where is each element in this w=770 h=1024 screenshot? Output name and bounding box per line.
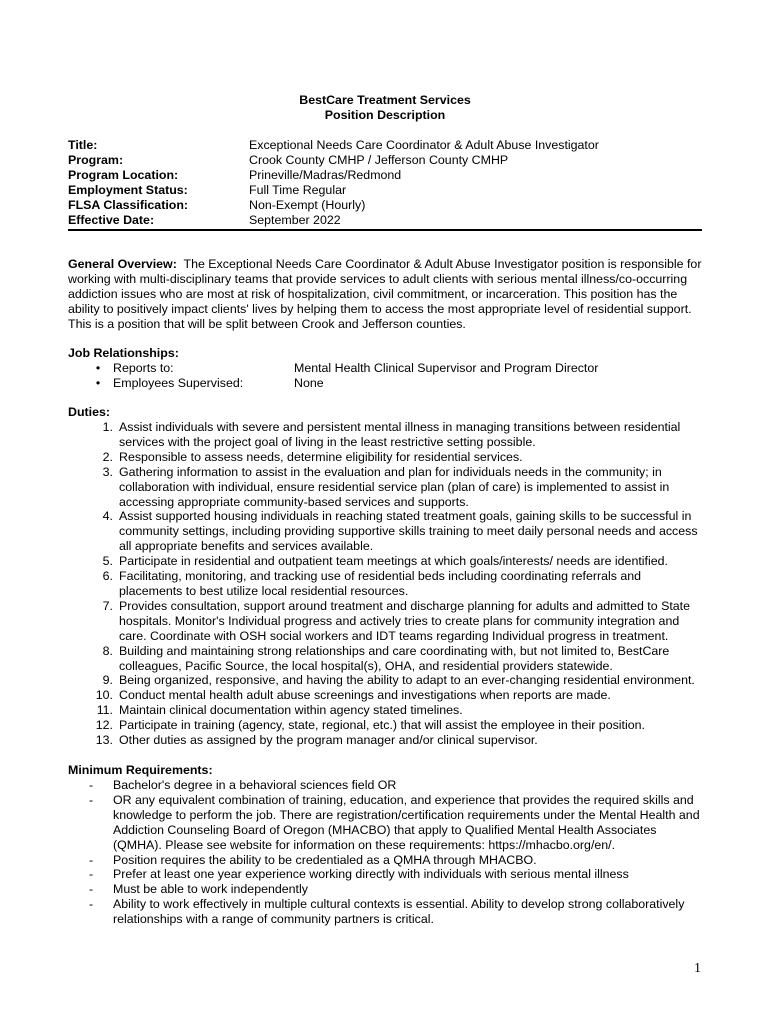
item-text: Conduct mental health adult abuse screenings and investigations when reports are made. [119, 688, 611, 703]
item-number [68, 509, 113, 554]
item-number [68, 718, 113, 733]
item-text: Participate in training (agency, state, regional, etc.) that will assist the employee in their position. [119, 718, 645, 733]
overview-label: General Overview: [68, 257, 177, 271]
item-number-text: 6. [102, 569, 113, 584]
list-item [68, 361, 702, 376]
meta-label: Program Location: [68, 167, 179, 182]
relationship-value: Mental Health Clinical Supervisor and Program Director [294, 361, 599, 375]
item-text: Building and maintaining strong relationships and care coordinating with, but not limited to, BestCare colleagues, Pacific Source, the local hospital(s), OHA, and residential providers statewide. [119, 643, 670, 673]
list-item [68, 569, 702, 599]
item-number [68, 703, 113, 718]
item-number-text: 9. [102, 673, 113, 688]
list-item [68, 703, 702, 718]
job-relationships-title: Job Relationships: [68, 346, 179, 360]
item-text: Being organized, responsive, and having the ability to adapt to an ever-changing residential environment. [119, 673, 695, 688]
item-number-text: 8. [102, 643, 113, 658]
list-item [68, 509, 702, 554]
minimum-requirements-title: Minimum Requirements: [68, 763, 213, 777]
bullet-glyph: • [95, 361, 101, 375]
document-type: Position Description [324, 108, 446, 122]
meta-row-flsa [68, 198, 702, 213]
item-number-text: 5. [102, 554, 113, 569]
dash-marker: - [89, 867, 94, 882]
bullet-marker [68, 361, 113, 376]
item-text: Assist supported housing individuals in reaching stated treatment goals, gaining skills to be successful in community settings, including providing supportive skills training to meet daily personal needs and access all appropriate benefits and services available. [119, 509, 698, 554]
item-number [68, 554, 113, 569]
meta-label: Employment Status: [68, 182, 188, 197]
document-header [0, 93, 770, 123]
item-number-text: 4. [102, 509, 113, 524]
organization-name: BestCare Treatment Services [299, 93, 471, 107]
page-number: 1 [694, 961, 701, 976]
duties-list [68, 420, 702, 748]
meta-row-title [68, 138, 702, 153]
meta-value: Prineville/Madras/Redmond [249, 167, 402, 182]
relationship-label: Employees Supervised: [113, 376, 244, 390]
list-item [68, 867, 702, 882]
list-item [68, 733, 702, 748]
meta-value: September 2022 [249, 212, 341, 227]
list-item [68, 673, 702, 688]
list-item [68, 599, 702, 644]
list-item [68, 554, 702, 569]
meta-row-program [68, 153, 702, 168]
list-item [68, 644, 702, 674]
meta-row-location [68, 168, 702, 183]
relationship-label: Reports to: [113, 361, 174, 375]
list-item [68, 778, 702, 793]
item-number [68, 599, 113, 644]
job-relationships-section [68, 346, 702, 391]
list-item [68, 882, 702, 897]
item-text: Gathering information to assist in the evaluation and plan for individuals needs in the community; in collaboration with individual, ensure residential service plan (plan of care) is implemented to assist in accessing appropriate community-based services and supports. [119, 464, 670, 509]
item-text: Ability to work effectively in multiple cultural contexts is essential. Ability to develop strong collaboratively relationships with a range of community partners is critical. [113, 897, 685, 927]
item-number-text: 2. [102, 449, 113, 464]
meta-value: Exceptional Needs Care Coordinator & Adult Abuse Investigator [249, 138, 599, 152]
list-item [68, 688, 702, 703]
item-text: Maintain clinical documentation within agency stated timelines. [119, 703, 463, 718]
job-relationships-list [68, 361, 702, 391]
item-text: Assist individuals with severe and persistent mental illness in managing transitions between residential services with the project goal of living in the least restrictive setting possible. [119, 420, 681, 449]
item-text: Provides consultation, support around treatment and discharge planning for adults and admitted to State hospitals. Monitor's Individual progress and actively tries to create plans for community integration and care. Coordinate with OSH social workers and IDT teams regarding Individual progress in treatment. [119, 598, 691, 643]
item-number [68, 450, 113, 465]
item-number-text: 1. [102, 420, 113, 434]
item-number [68, 688, 113, 703]
list-item [68, 897, 702, 927]
dash-marker: - [89, 852, 94, 867]
item-number-text: 7. [102, 598, 113, 613]
meta-row-employment-status [68, 183, 702, 198]
item-text: Prefer at least one year experience working directly with individuals with serious mental illness [113, 867, 629, 882]
item-number-text: 12. [95, 718, 113, 733]
requirements-list [68, 778, 702, 927]
dash-marker: - [89, 897, 94, 912]
item-number [68, 465, 113, 510]
meta-label: FLSA Classification: [68, 197, 189, 212]
minimum-requirements-section [68, 763, 702, 927]
item-text: OR any equivalent combination of training, education, and experience that provides the required skills and knowledge to perform the job. There are registration/certification requirements under the Mental Health and Addiction Counseling Board of Oregon (MHACBO) that apply to Qualified Mental Health Associates (QMHA). Please see website for information on these requirements: https://mhacbo.org/en/. [113, 792, 700, 852]
list-item [68, 465, 702, 510]
item-text: Facilitating, monitoring, and tracking use of residential beds including coordinating referrals and placements to best utilize local residential resources. [119, 569, 642, 598]
list-item [68, 376, 702, 391]
item-number [68, 673, 113, 688]
item-number [68, 569, 113, 599]
dash-marker: - [89, 882, 94, 897]
item-number [68, 420, 113, 450]
duties-title: Duties: [68, 405, 110, 419]
relationship-value: None [294, 376, 324, 390]
item-number [68, 644, 113, 674]
list-item [68, 793, 702, 853]
meta-value: Non-Exempt (Hourly) [249, 197, 366, 212]
item-number-text: 3. [102, 464, 113, 479]
item-number-text: 13. [95, 733, 113, 748]
general-overview [68, 257, 702, 332]
item-text: Position requires the ability to be credentialed as a QMHA through MHACBO. [113, 852, 537, 867]
meta-value: Crook County CMHP / Jefferson County CMHP [249, 152, 509, 167]
list-item [68, 420, 702, 450]
list-item [68, 853, 702, 868]
meta-value: Full Time Regular [249, 182, 347, 197]
item-text: Bachelor's degree in a behavioral sciences field OR [113, 778, 397, 792]
position-meta-table [68, 138, 702, 231]
list-item [68, 718, 702, 733]
dash-marker: - [89, 778, 94, 792]
item-text: Participate in residential and outpatient team meetings at which goals/interests/ needs are identified. [119, 554, 668, 569]
meta-label: Effective Date: [68, 212, 155, 227]
item-text: Must be able to work independently [113, 882, 308, 897]
bullet-glyph: • [95, 376, 101, 390]
meta-label: Title: [68, 138, 98, 152]
meta-row-effective-date [68, 213, 702, 228]
list-item [68, 450, 702, 465]
item-number-text: 10. [95, 688, 113, 703]
overview-text: The Exceptional Needs Care Coordinator & Adult Abuse Investigator position is responsible for working with multi-disciplinary teams that provide services to adult clients with serious mental illness/co-occurring addiction issues who are most at risk of hospitalization, civil commitment, or incarceration. This position has the ability to positively impact clients' lives by helping them to access the most appropriate level of residential support. This is a position that will be split between Crook and Jefferson counties. [68, 257, 702, 331]
item-number [68, 733, 113, 748]
item-text: Responsible to assess needs, determine eligibility for residential services. [119, 449, 523, 464]
dash-marker: - [89, 792, 94, 807]
item-number-text: 11. [96, 703, 113, 718]
item-text: Other duties as assigned by the program manager and/or clinical supervisor. [119, 733, 538, 748]
duties-section [68, 405, 702, 748]
bullet-marker [68, 376, 113, 391]
meta-label: Program: [68, 152, 124, 167]
